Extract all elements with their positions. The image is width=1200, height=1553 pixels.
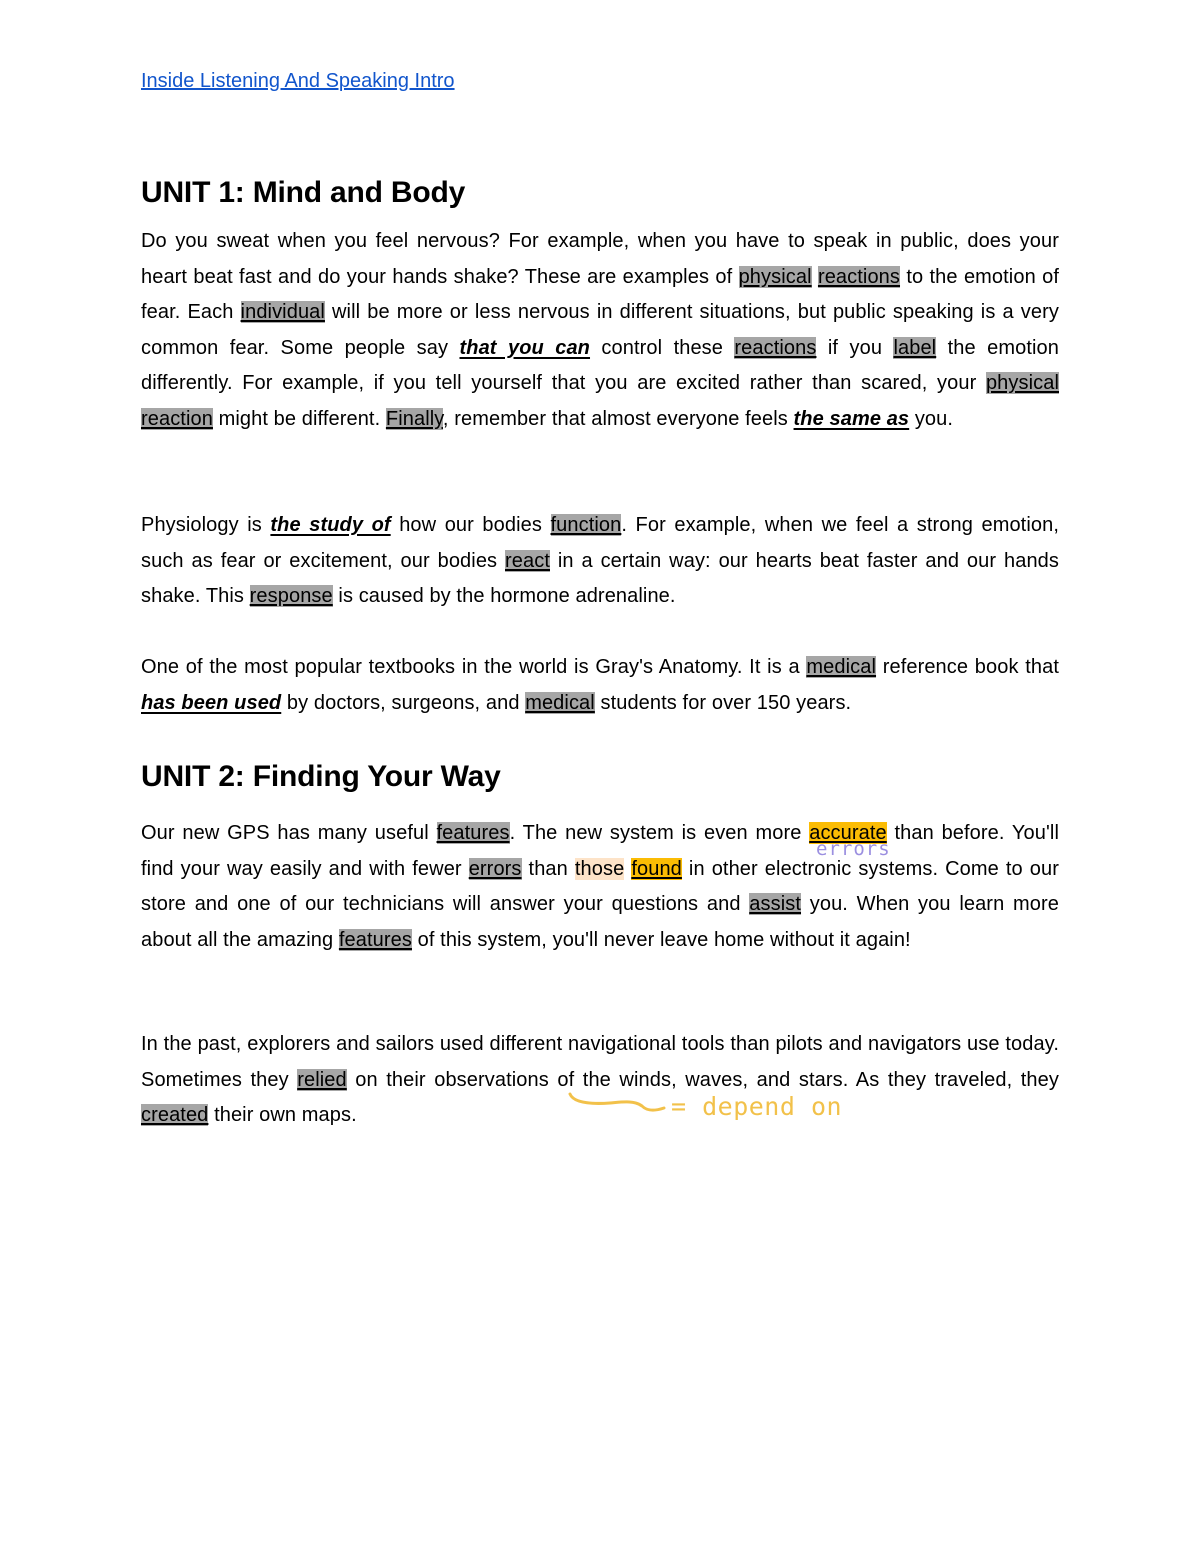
unit1-paragraph-1: Do you sweat when you feel nervous? For example, when you have to speak in public, does your heart beat fast and do your hands shake? These are examples of physical reactions to the emotion of fear. Each individual will be more or less nervous in different situations, but public speaking is a very common fear. Some people say that you can control these reactions if you label the emotion differently. For example, if you tell yourself that you are excited rather than scared, your physical reaction might be different. Finally, remember that almost everyone feels the same as you. (141, 230, 1059, 430)
vocab-react: react (505, 549, 550, 572)
vocab-relied: relied (297, 1068, 347, 1091)
unit1-paragraph-3: One of the most popular textbooks in the world is Gray's Anatomy. It is a medical reference book that has been used by doctors, surgeons, and medical students for over 150 years. (141, 656, 1059, 714)
vocab-response: response (249, 585, 333, 607)
annotation-depend-on: = depend on (671, 1092, 843, 1121)
vocab-errors: errors (468, 857, 522, 880)
vocab-medical: medical (806, 656, 877, 678)
vocab-assist: assist (749, 893, 802, 915)
vocab-found: found (631, 857, 682, 880)
document-title-link[interactable]: Inside Listening And Speaking Intro (141, 70, 455, 92)
vocab-features: features (436, 822, 510, 844)
vocab-physical-2: physical (985, 372, 1059, 394)
phrase-has-been-used: has been used (141, 691, 282, 714)
phrase-that-you-can: that you can (459, 336, 591, 359)
vocab-medical-2: medical (525, 691, 595, 714)
vocab-label: label (893, 336, 937, 359)
unit2-paragraph-2: In the past, explorers and sailors used different navigational tools than pilots and navigators use today. Sometimes they relied on their observations of the winds, waves, and stars. As they traveled, they created their own maps. (141, 1033, 1059, 1126)
vocab-features-2: features (338, 928, 412, 951)
vocab-finally: Finally (385, 407, 443, 430)
phrase-the-study-of: the study of (270, 514, 391, 536)
unit2-paragraph-1: Our new GPS has many useful features. The new system is even more accurate than before. You'll find your way easily and with fewer errors than those found in other electronic systems. Come to our store and one of our technicians will answer your questions and assist you. When you learn more about all the amazing features of this system, you'll never leave home without it again! (141, 822, 1059, 951)
vocab-created: created (141, 1104, 209, 1126)
phrase-the-same-as: the same as (793, 407, 910, 430)
unit1-heading: UNIT 1: Mind and Body (141, 176, 466, 209)
word-those: those (574, 857, 625, 880)
vocab-accurate: accurate (809, 822, 887, 844)
vocab-individual: individual (240, 301, 325, 323)
annotation-brace-icon (566, 1088, 676, 1118)
vocab-reactions: reactions (817, 265, 901, 288)
vocab-reactions-2: reactions (734, 336, 817, 359)
annotation-errors: errors (816, 838, 891, 860)
vocab-reaction: reaction (141, 407, 213, 430)
unit1-paragraph-2: Physiology is the study of how our bodies function. For example, when we feel a strong emotion, such as fear or excitement, our bodies react in a certain way: our hearts beat faster and our hands shake. This response is caused by the hormone adrenaline. (141, 514, 1059, 607)
vocab-physical: physical (738, 265, 812, 288)
vocab-function: function (550, 514, 622, 536)
unit2-heading: UNIT 2: Finding Your Way (141, 760, 501, 793)
